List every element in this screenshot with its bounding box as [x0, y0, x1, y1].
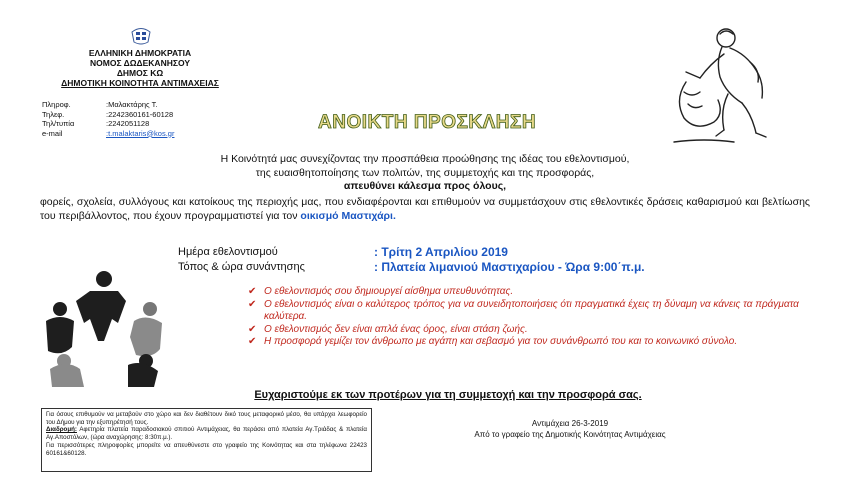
note-route [46, 426, 367, 441]
contact-row [42, 119, 174, 129]
page-title: ΑΝΟΙΚΤΗ ΠΡΟΣΚΛΗΣΗ [318, 112, 537, 133]
bullet-text: Ο εθελοντισμός είναι ο καλύτερος τρόπος για να συνειδητοποιήσεις ότι πραγματικά έχεις τη δύναμη να κάνεις τα πράγματα καλύτερα. [264, 298, 799, 322]
contact-key: Πληροφ. [42, 100, 71, 109]
thanks-text: Ευχαριστούμε εκ των προτέρων για τη συμμετοχή και την προσφορά σας. [254, 389, 642, 401]
sign-from: Από το γραφείο της Δημοτικής Κοινότητας Αντιμάχειας [474, 430, 666, 439]
list-item [248, 299, 808, 324]
contact-key: Τηλεφ. [42, 109, 65, 119]
note-paragraph-2: Για περισσότερες πληροφορίες μπορείτε να απευθύνεστε στο γραφείο της Κοινότητας και στα τηλέφωνα 22423 60161&60128. [46, 441, 367, 457]
intro-line-1: Η Κοινότητά μας συνεχίζοντας την προσπάθεια προώθησης της ιδέας του εθελοντισμού, [220, 153, 630, 165]
bullet-text: Ο εθελοντισμός σου δημιουργεί αίσθημα υπευθυνότητας. [264, 286, 514, 297]
header-block [40, 48, 240, 88]
man-collecting-trash-icon [664, 22, 784, 152]
contact-value: :2242360161-60128 [106, 109, 174, 119]
note-paragraph-1: Για όσους επιθυμούν να μεταβούν στο χώρο και δεν διαθέτουν δικό τους μεταφορικό μέσο, θα υπάρχει λεωφορείο του Δήμου για την εξυπηρέτησή τους. [46, 411, 367, 426]
checkmark-icon: ✔ [248, 298, 257, 310]
intro-text [40, 153, 810, 194]
bullet-list [248, 286, 808, 349]
contact-row [42, 110, 174, 120]
header-line-3: ΔΗΜΟΣ ΚΩ [116, 68, 164, 78]
body-place: οικισμό Μαστιχάρι. [300, 209, 396, 222]
header-line-1: ΕΛΛΗΝΙΚΗ ΔΗΜΟΚΡΑΤΙΑ [88, 48, 192, 58]
bullet-text: Η προσφορά γεμίζει τον άνθρωπο με αγάπη και σεβασμό για τον συνάνθρωπό του και το κοινωνικό σύνολο. [264, 336, 738, 347]
event-info [178, 245, 645, 275]
contact-key: e-mail [42, 128, 63, 138]
place-value: : Πλατεία λιμανιού Μαστιχαρίου - Ώρα 9:00΄π.μ. [374, 260, 645, 274]
route-text: Αφετηρία πλατεία παραδοσιακού σπιτιού Αντιμάχειας, θα περάσει από πλατεία Αγ.Τριάδας & πλατεία Αγ.Αποστόλων, (ώρα αναχώρησης: 8:30π.μ.). [46, 426, 367, 442]
checkmark-icon: ✔ [248, 323, 257, 335]
header-line-4: ΔΗΜΟΤΙΚΗ ΚΟΙΝΟΤΗΤΑ ΑΝΤΙΜΑΧΕΙΑΣ [61, 78, 219, 88]
contacts-block [42, 100, 174, 138]
header-line-2: ΝΟΜΟΣ ΔΩΔΕΚΑΝΗΣΟΥ [90, 58, 190, 68]
list-item [248, 324, 808, 337]
signature-block [420, 418, 720, 440]
email-link[interactable]: :t.malaktaris@kos.gr [106, 128, 175, 138]
list-item [248, 336, 808, 349]
bullet-text: Ο εθελοντισμός δεν είναι απλά ένας όρος, είναι στάση ζωής. [264, 323, 528, 335]
contact-key: Τηλ/τυπία [42, 119, 75, 128]
info-row-place [178, 260, 645, 275]
contact-row [42, 100, 174, 110]
body-text [40, 196, 810, 223]
intro-call: απευθύνει κάλεσμα προς όλους, [343, 180, 507, 192]
checkmark-icon: ✔ [248, 336, 257, 347]
checkmark-icon: ✔ [248, 286, 257, 297]
list-item [248, 286, 808, 299]
intro-line-2: της ευαισθητοποίησης των πολιτών, της συμμετοχής και της προσφοράς, [255, 166, 595, 179]
contact-value: :2242051128 [106, 119, 150, 128]
body-paragraph: φορείς, σχολεία, συλλόγους και κατοίκους της περιοχής μας, που ενδιαφέρονται και επιθυμούν να συμμετάσχουν στις εθελοντικές δράσεις καθαρισμού και βελτίωσης του περιβάλλοντος, που έχουν προγραμματιστεί για τον [40, 196, 810, 222]
day-label: Ημέρα εθελοντισμού [178, 246, 278, 258]
sign-date: Αντιμάχεια 26-3-2019 [531, 419, 609, 428]
people-circle-icon [38, 265, 172, 389]
day-value: : Τρίτη 2 Απριλίου 2019 [374, 245, 508, 259]
route-label: Διαδρομή: [46, 426, 77, 434]
greek-emblem-icon [130, 26, 152, 46]
place-label: Τόπος & ώρα συνάντησης [178, 261, 305, 273]
transport-note-box [41, 408, 372, 472]
contact-value: :Μαλακτάρης Τ. [106, 100, 158, 109]
info-row-day [178, 245, 645, 260]
contact-row [42, 129, 174, 139]
